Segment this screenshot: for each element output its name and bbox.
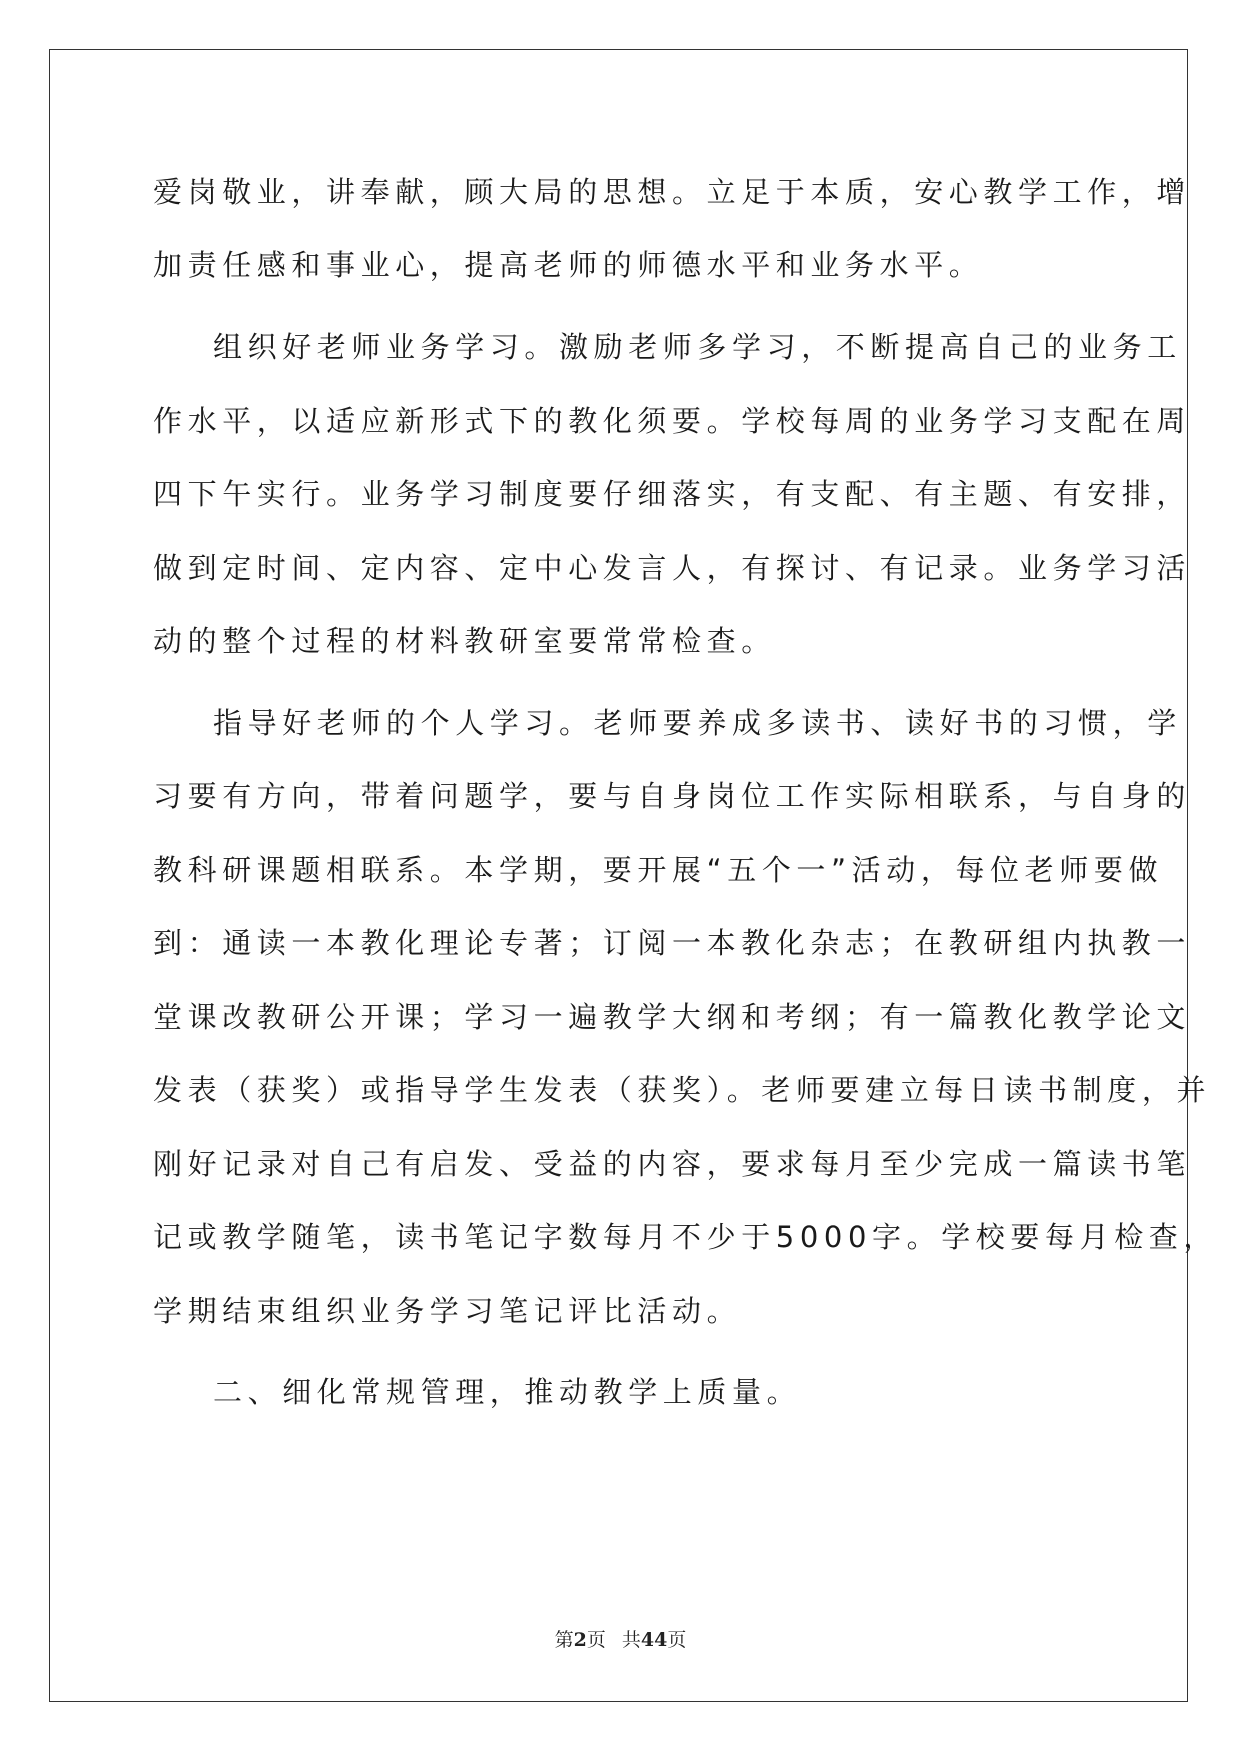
body-text-line: 习要有方向，带着问题学，要与自身岗位工作实际相联系，与自身的 [153, 779, 1192, 813]
body-text-line: 记或教学随笔，读书笔记字数每月不少于5000字。学校要每月检查， [153, 1220, 1219, 1254]
section-heading: 二、细化常规管理，推动教学上质量。 [213, 1375, 802, 1409]
body-text-line: 教科研课题相联系。本学期，要开展“五个一”活动，每位老师要做 [153, 853, 1164, 887]
footer-page-suffix: 页 [586, 1629, 606, 1651]
footer-total-prefix: 共 [621, 1629, 641, 1651]
paragraph-start-line: 指导好老师的个人学习。老师要养成多读书、读好书的习惯，学 [213, 706, 1182, 740]
footer-page-prefix: 第 [554, 1629, 574, 1651]
paragraph-start-line: 组织好老师业务学习。激励老师多学习，不断提高自己的业务工 [213, 330, 1182, 364]
body-text-line: 发表（获奖）或指导学生发表（获奖）。老师要建立每日读书制度，并 [153, 1073, 1212, 1107]
body-text-line: 刚好记录对自己有启发、受益的内容，要求每月至少完成一篇读书笔 [153, 1147, 1192, 1181]
body-text-line: 到：通读一本教化理论专著；订阅一本教化杂志；在教研组内执教一 [153, 926, 1192, 960]
footer-total-suffix: 页 [667, 1629, 687, 1651]
body-text-line: 动的整个过程的材料教研室要常常检查。 [153, 624, 776, 658]
body-text-line: 作水平，以适应新形式下的教化须要。学校每周的业务学习支配在周 [153, 404, 1192, 438]
body-text-line: 加责任感和事业心，提高老师的师德水平和业务水平。 [153, 248, 984, 282]
body-text-line: 学期结束组织业务学习笔记评比活动。 [153, 1294, 742, 1328]
body-text-line: 做到定时间、定内容、定中心发言人，有探讨、有记录。业务学习活 [153, 551, 1192, 585]
body-text-line: 爱岗敬业，讲奉献，顾大局的思想。立足于本质，安心教学工作，增 [153, 175, 1192, 209]
footer-total-pages: 44 [640, 1629, 668, 1651]
page-footer [0, 1625, 1241, 1652]
body-text-line: 四下午实行。业务学习制度要仔细落实，有支配、有主题、有安排， [153, 477, 1192, 511]
footer-page-number: 2 [573, 1629, 587, 1651]
body-text-line: 堂课改教研公开课；学习一遍教学大纲和考纲；有一篇教化教学论文 [153, 1000, 1192, 1034]
